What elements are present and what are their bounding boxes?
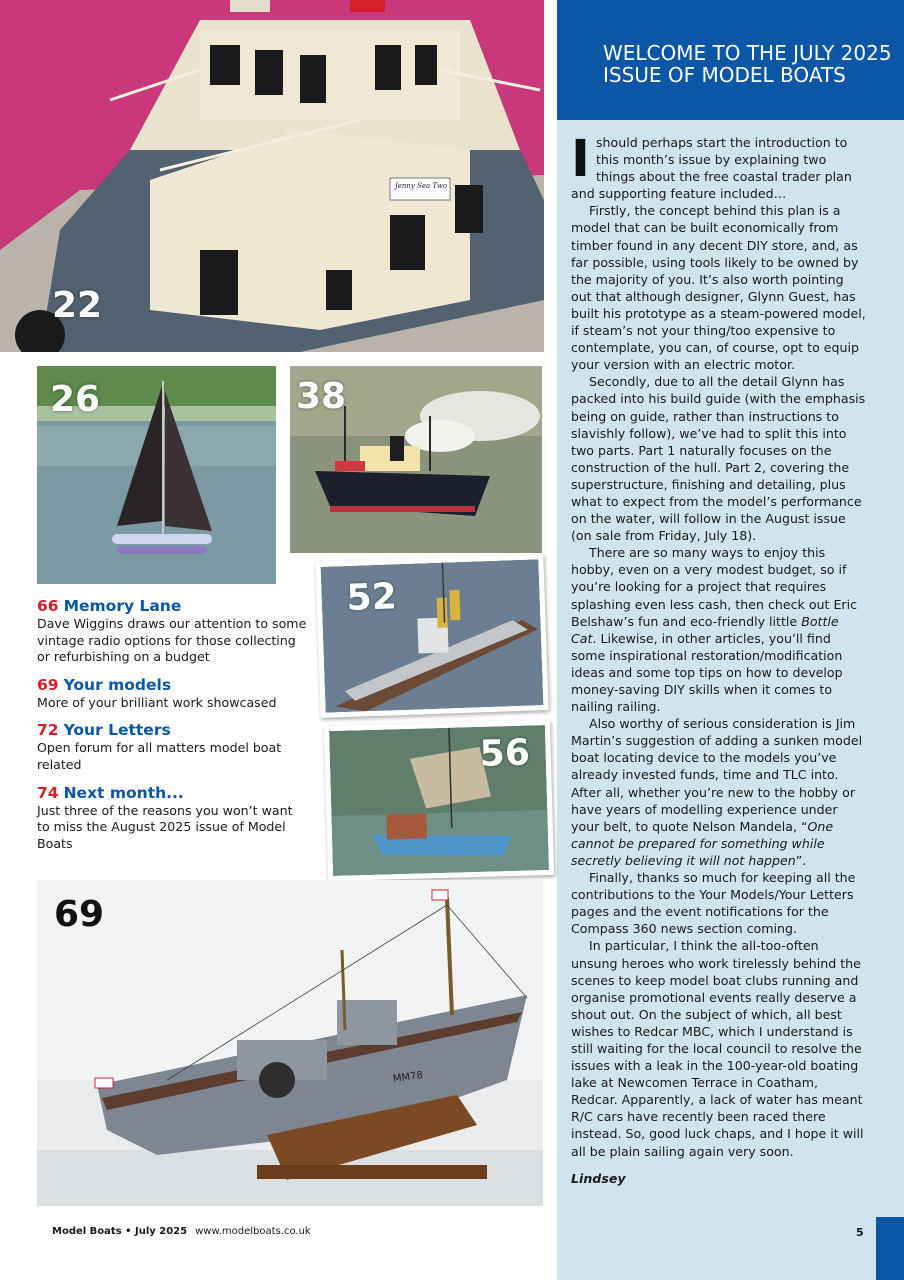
photo-38-number: 38 [296,376,347,417]
editorial-paragraph-4: There are so many ways to enjoy this hobby, even on a very modest budget, so if you’re looking for a project that requires splashing even less cash, then check out Eric Belshaw’s fun and eco-friendly little Bottle Cat. Likewise, in other articles, you’ll find some inspirational restoration/modification ideas and some top tips on how to develop money-saving DIY skills when it comes to nailing railing. [571,545,858,715]
article-title-bottle-cat: Bottle Cat [571,613,839,646]
footer-url-link[interactable]: www.modelboats.co.uk [195,1226,311,1237]
contents-entry-next-month[interactable] [37,784,307,853]
photo-56-number: 56 [479,732,531,775]
entry-description: Just three of the reasons you won’t want to miss the August 2025 issue of Model Boats [37,802,293,851]
photo-69-trawler [37,880,543,1206]
page-title: WELCOME TO THE JULY 2025 ISSUE OF MODEL BOATS [603,41,892,87]
entry-page: 74 [37,783,59,802]
photo-69-number: 69 [54,894,105,935]
entry-title: Your Letters [63,721,171,740]
editorial-body [571,130,867,1187]
entry-description: More of your brilliant work showcased [37,694,277,710]
photo-26-catamaran [37,366,276,584]
page-edge-tab [876,1217,904,1280]
editorial-paragraph-6: Finally, thanks so much for keeping all the contributions to the Your Models/Your Letters pages and the event notifications for the Compass 360 news section coming. [571,870,856,937]
entry-description: Dave Wiggins draws our attention to some vintage radio options for those collecting or refurbishing on a budget [37,616,307,665]
entry-title: Memory Lane [63,597,182,615]
contents-entry-memory-lane[interactable] [37,597,307,666]
entry-page: 66 [37,597,59,615]
page-number: 5 [856,1226,864,1239]
editorial-paragraph-7: In particular, I think the all-too-often unsung heroes who work tirelessly behind the scenes to keep model boat clubs running and organise promotional events really deserve a shout out. On the subject of which, all best wishes to Redcar MBC, which I understand is still waiting for the local council to resolve the issues with a leak in the 100-year-old boating lake at Newcomen Terrace in Coatham, Redcar. Apparently, a lack of water has meant R/C cars have recently been raced there instead. So, good luck chaps, and I hope it will all be plain sailing again very soon. [571,938,864,1159]
photo-56-fishing-boat [324,720,554,881]
photo-22-tug [0,0,544,352]
entry-page: 72 [37,721,59,740]
drop-cap: I [571,130,590,189]
entry-page: 69 [37,675,59,694]
photo-26-number: 26 [50,379,101,420]
photo-52-warship [315,554,548,718]
contents-list [37,597,307,862]
boat-name-sign: Jenny Sea Two [394,182,448,190]
footer-magazine: Model Boats • July 2025 [52,1226,188,1237]
photo-52-number: 52 [345,576,398,619]
contents-entry-your-models[interactable] [37,676,307,712]
editorial-paragraph-3: Secondly, due to all the detail Glynn has packed into his build guide (with the emphasis being on guide, rather than instructions to slavishly follow), we’ve had to split this into two parts. Part 1 naturally focuses on the construction of the hull. Part 2, covering the superstructure, finishing and detailing, plus what to expect from the model’s performance on the water, will follow in the August issue (on sale from Friday, July 18). [571,374,866,544]
entry-description: Open forum for all matters model boat related [37,740,282,772]
entry-title: Your models [63,675,172,694]
hull-code: MM78 [392,1069,424,1086]
page-footer [52,1226,311,1237]
contents-entry-your-letters[interactable] [37,721,307,773]
entry-title: Next month... [63,783,184,802]
editor-signature: Lindsey [571,1170,626,1186]
editorial-paragraph-1: Ishould perhaps start the introduction to this month’s issue by explaining two things about the free coastal trader plan and supporting feature included… [571,130,852,202]
photo-22-number: 22 [52,285,103,326]
mandela-quote: One cannot be prepared for something while secretly believing it will not happen [571,818,834,868]
photo-38-steamboat [290,366,542,553]
editorial-paragraph-2: Firstly, the concept behind this plan is a model that can be built economically from timber found in any decent DIY store, and, as far possible, using tools likely to be owned by the majority of you. It’s also worth pointing out that although designer, Glynn Guest, has built his prototype as a steam-powered model, if steam’s not your thing/too expensive to contemplate, you can, of course, opt to equip your version with an electric motor. [571,203,866,373]
editorial-paragraph-5: Also worthy of serious consideration is Jim Martin’s suggestion of adding a sunken model boat locating device to the models you’ve already invested funds, time and TLC into. After all, whether you’re new to the hobby or have years of modelling experience under your belt, to quote Nelson Mandela, “One cannot be prepared for something while secretly believing it will not happen”. [571,716,863,868]
